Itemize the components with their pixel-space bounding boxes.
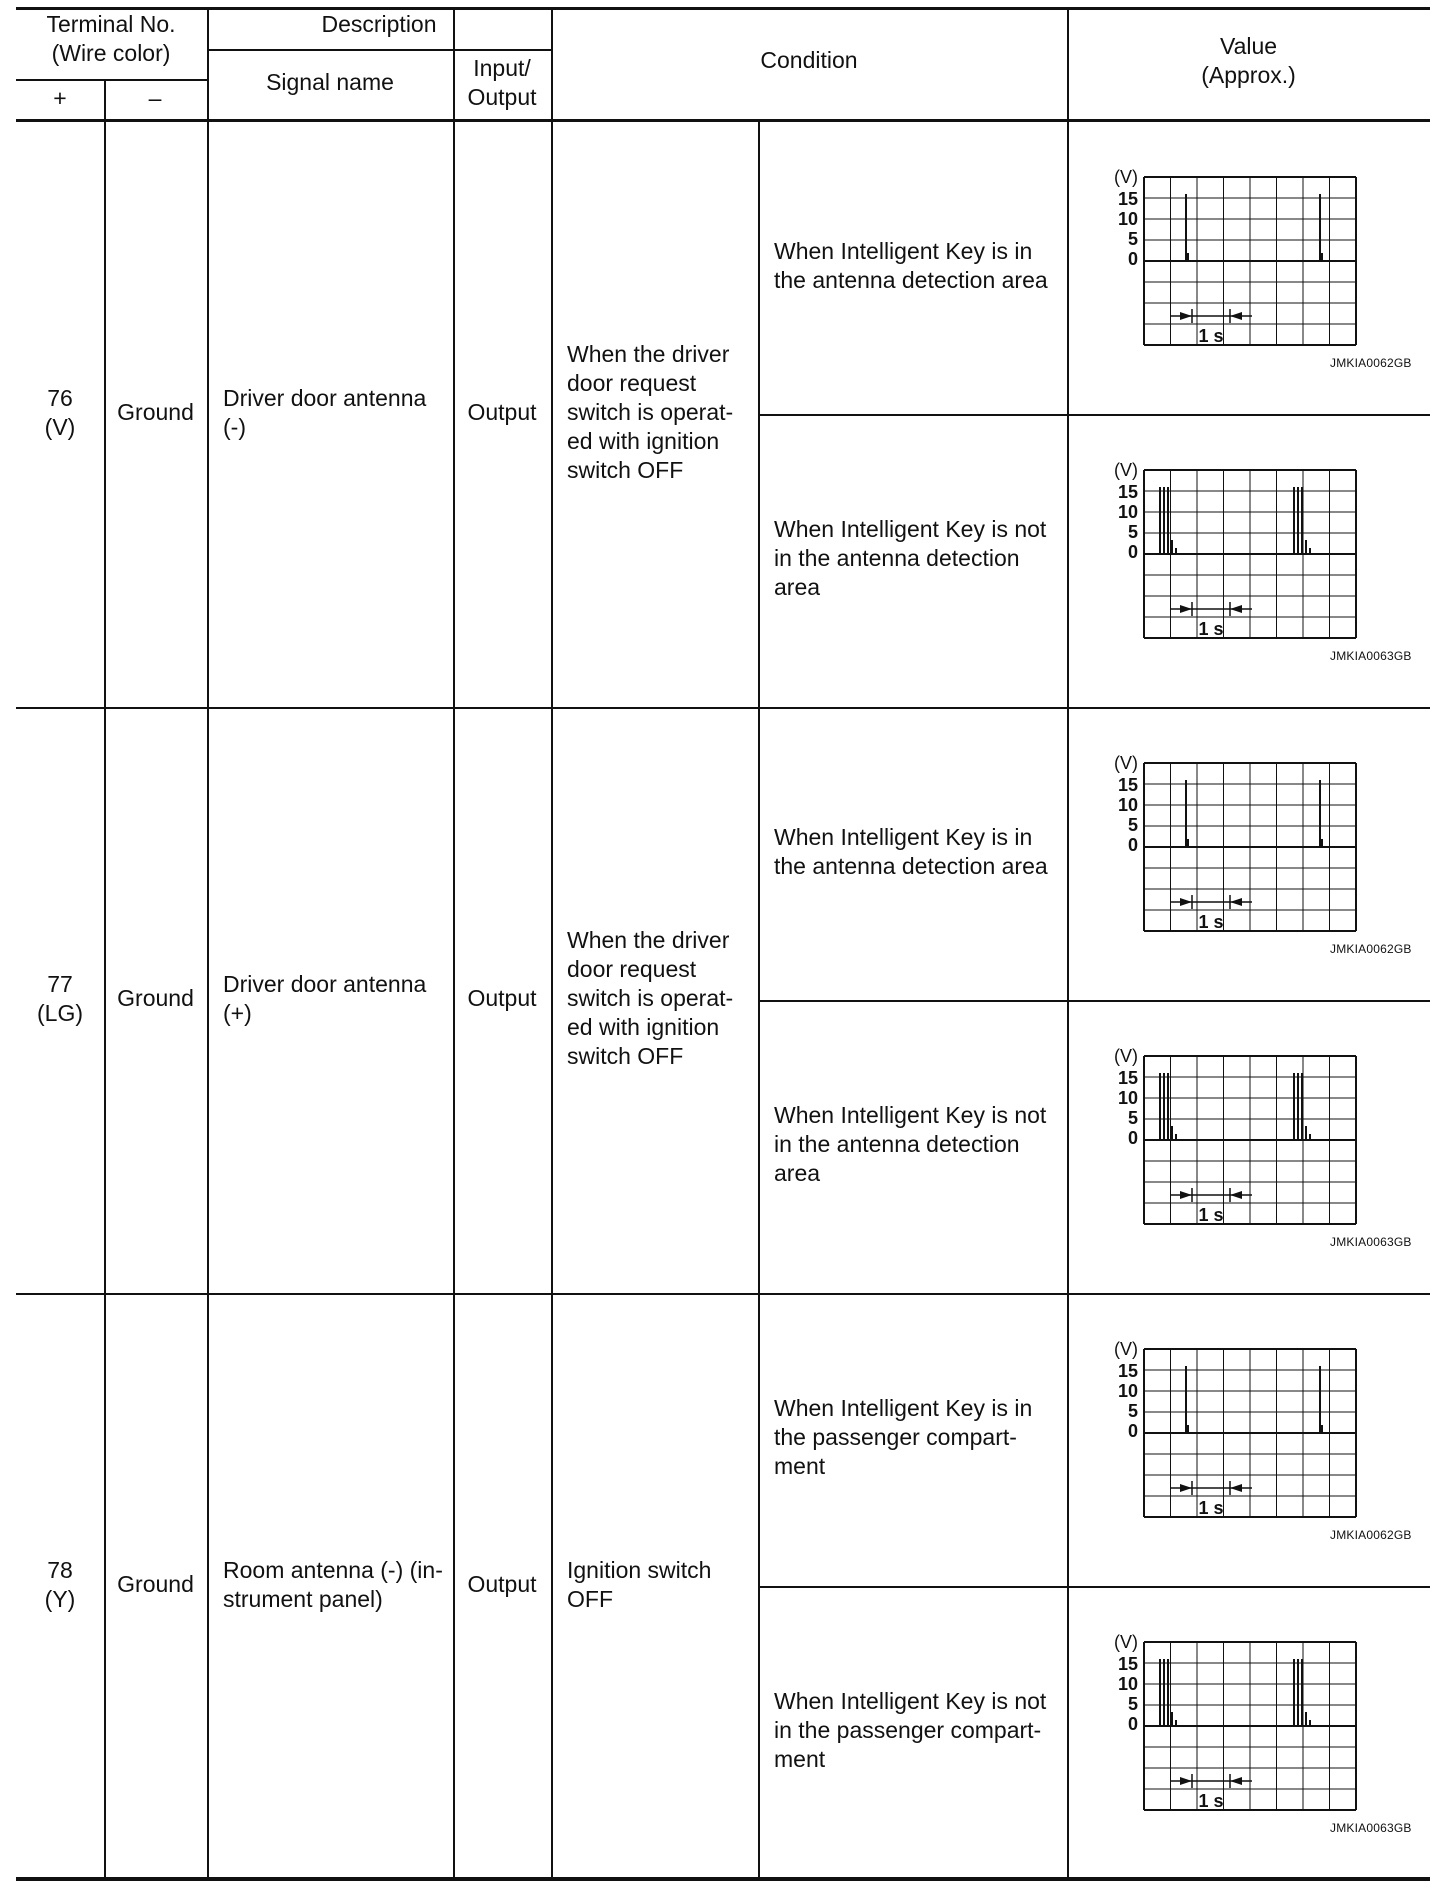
arrow-left-icon	[1230, 605, 1242, 613]
sub-condition-text: When Intelligent Key is in the passenger compart- ment	[774, 1395, 1033, 1479]
volt-tick-label: 5	[1127, 815, 1138, 835]
volt-tick-label: 0	[1127, 1421, 1138, 1441]
volt-tick-label: 10	[1117, 795, 1138, 815]
arrow-right-icon	[1180, 312, 1192, 320]
volt-tick-label: 10	[1117, 209, 1138, 229]
subrow-divider	[758, 414, 1430, 416]
volt-tick-label: 15	[1117, 189, 1138, 209]
signal-name: Driver door antenna (+)	[223, 971, 427, 1026]
volt-tick-label: 15	[1117, 482, 1138, 502]
time-scale-label: 1 s	[1198, 1791, 1224, 1811]
volt-unit-label: (V)	[1114, 1046, 1138, 1066]
column-divider	[758, 121, 760, 1879]
header-description-divider	[207, 49, 551, 51]
figure-id: JMKIA0063GB	[1330, 1821, 1412, 1835]
header-signal-name: Signal name	[266, 69, 394, 95]
input-output: Output	[467, 399, 537, 425]
header-value: Value (Approx.)	[1201, 33, 1296, 88]
figure-id: JMKIA0062GB	[1330, 942, 1412, 956]
header-minus: –	[148, 85, 162, 111]
ground-terminal: Ground	[117, 985, 194, 1011]
arrow-left-icon	[1230, 1777, 1242, 1785]
signal-name: Driver door antenna (-)	[223, 385, 427, 440]
volt-unit-label: (V)	[1114, 753, 1138, 773]
volt-tick-label: 10	[1117, 1674, 1138, 1694]
arrow-left-icon	[1230, 312, 1242, 320]
table-top-border	[16, 7, 1430, 10]
sub-condition-text: When Intelligent Key is not in the antenna detection area	[774, 516, 1047, 600]
volt-tick-label: 10	[1117, 502, 1138, 522]
time-scale-label: 1 s	[1198, 1205, 1224, 1225]
volt-tick-label: 15	[1117, 1654, 1138, 1674]
figure-id: JMKIA0063GB	[1330, 1235, 1412, 1249]
condition-text: When the driver door request switch is operat- ed with ignition switch OFF	[567, 927, 734, 1069]
ground-terminal: Ground	[117, 1571, 194, 1597]
volt-tick-label: 15	[1117, 775, 1138, 795]
oscilloscope-waveform	[1084, 727, 1384, 957]
time-scale-label: 1 s	[1198, 619, 1224, 639]
column-divider	[453, 49, 455, 51]
volt-tick-label: 5	[1127, 1694, 1138, 1714]
arrow-right-icon	[1180, 898, 1192, 906]
figure-id: JMKIA0063GB	[1330, 649, 1412, 663]
column-divider	[104, 79, 106, 1879]
oscilloscope-waveform	[1084, 141, 1384, 371]
subrow-divider	[758, 1000, 1430, 1002]
row-divider	[16, 1293, 1430, 1295]
volt-tick-label: 10	[1117, 1088, 1138, 1108]
oscilloscope-waveform	[1084, 1313, 1384, 1543]
sub-condition-text: When Intelligent Key is not in the passenger compart- ment	[774, 1688, 1047, 1772]
volt-tick-label: 0	[1127, 1128, 1138, 1148]
arrow-right-icon	[1180, 605, 1192, 613]
condition-text: When the driver door request switch is operat- ed with ignition switch OFF	[567, 341, 734, 483]
volt-tick-label: 5	[1127, 1108, 1138, 1128]
sub-condition-text: When Intelligent Key is not in the antenna detection area	[774, 1102, 1047, 1186]
arrow-left-icon	[1230, 1484, 1242, 1492]
subrow-divider	[758, 1586, 1430, 1588]
oscilloscope-waveform	[1084, 1606, 1384, 1836]
time-scale-label: 1 s	[1198, 912, 1224, 932]
column-divider	[551, 7, 553, 1879]
arrow-left-icon	[1230, 1191, 1242, 1199]
input-output: Output	[467, 985, 537, 1011]
volt-tick-label: 10	[1117, 1381, 1138, 1401]
figure-id: JMKIA0062GB	[1330, 356, 1412, 370]
ground-terminal: Ground	[117, 399, 194, 425]
volt-unit-label: (V)	[1114, 460, 1138, 480]
volt-unit-label: (V)	[1114, 1632, 1138, 1652]
signal-name: Room antenna (-) (in- strument panel)	[223, 1557, 443, 1612]
volt-tick-label: 15	[1117, 1068, 1138, 1088]
oscilloscope-waveform	[1084, 1020, 1384, 1250]
column-divider	[207, 7, 209, 1879]
row-divider	[16, 707, 1430, 709]
volt-tick-label: 15	[1117, 1361, 1138, 1381]
volt-unit-label: (V)	[1114, 1339, 1138, 1359]
terminal-number: 77 (LG)	[37, 971, 83, 1026]
header-terminal-no: Terminal No. (Wire color)	[46, 11, 176, 66]
volt-tick-label: 5	[1127, 522, 1138, 542]
header-condition: Condition	[760, 47, 858, 73]
header-plus: +	[53, 85, 67, 111]
condition-text: Ignition switch OFF	[567, 1556, 712, 1612]
arrow-right-icon	[1180, 1777, 1192, 1785]
volt-unit-label: (V)	[1114, 167, 1138, 187]
header-terminal-divider	[16, 79, 207, 81]
table-bottom-border	[16, 1877, 1430, 1881]
volt-tick-label: 0	[1127, 542, 1138, 562]
volt-tick-label: 0	[1127, 1714, 1138, 1734]
arrow-left-icon	[1230, 898, 1242, 906]
volt-tick-label: 0	[1127, 835, 1138, 855]
volt-tick-label: 5	[1127, 1401, 1138, 1421]
header-bottom-border	[16, 119, 1430, 122]
time-scale-label: 1 s	[1198, 326, 1224, 346]
sub-condition-text: When Intelligent Key is in the antenna detection area	[774, 237, 1048, 293]
terminal-number: 76 (V)	[44, 385, 76, 440]
volt-tick-label: 5	[1127, 229, 1138, 249]
header-description: Description	[321, 11, 437, 37]
header-input-output: Input/ Output	[467, 55, 537, 110]
oscilloscope-waveform	[1084, 434, 1384, 664]
time-scale-label: 1 s	[1198, 1498, 1224, 1518]
terminal-number: 78 (Y)	[44, 1557, 76, 1612]
arrow-right-icon	[1180, 1484, 1192, 1492]
column-divider	[1067, 7, 1069, 1879]
input-output: Output	[467, 1571, 537, 1597]
volt-tick-label: 0	[1127, 249, 1138, 269]
arrow-right-icon	[1180, 1191, 1192, 1199]
sub-condition-text: When Intelligent Key is in the antenna detection area	[774, 823, 1048, 879]
figure-id: JMKIA0062GB	[1330, 1528, 1412, 1542]
